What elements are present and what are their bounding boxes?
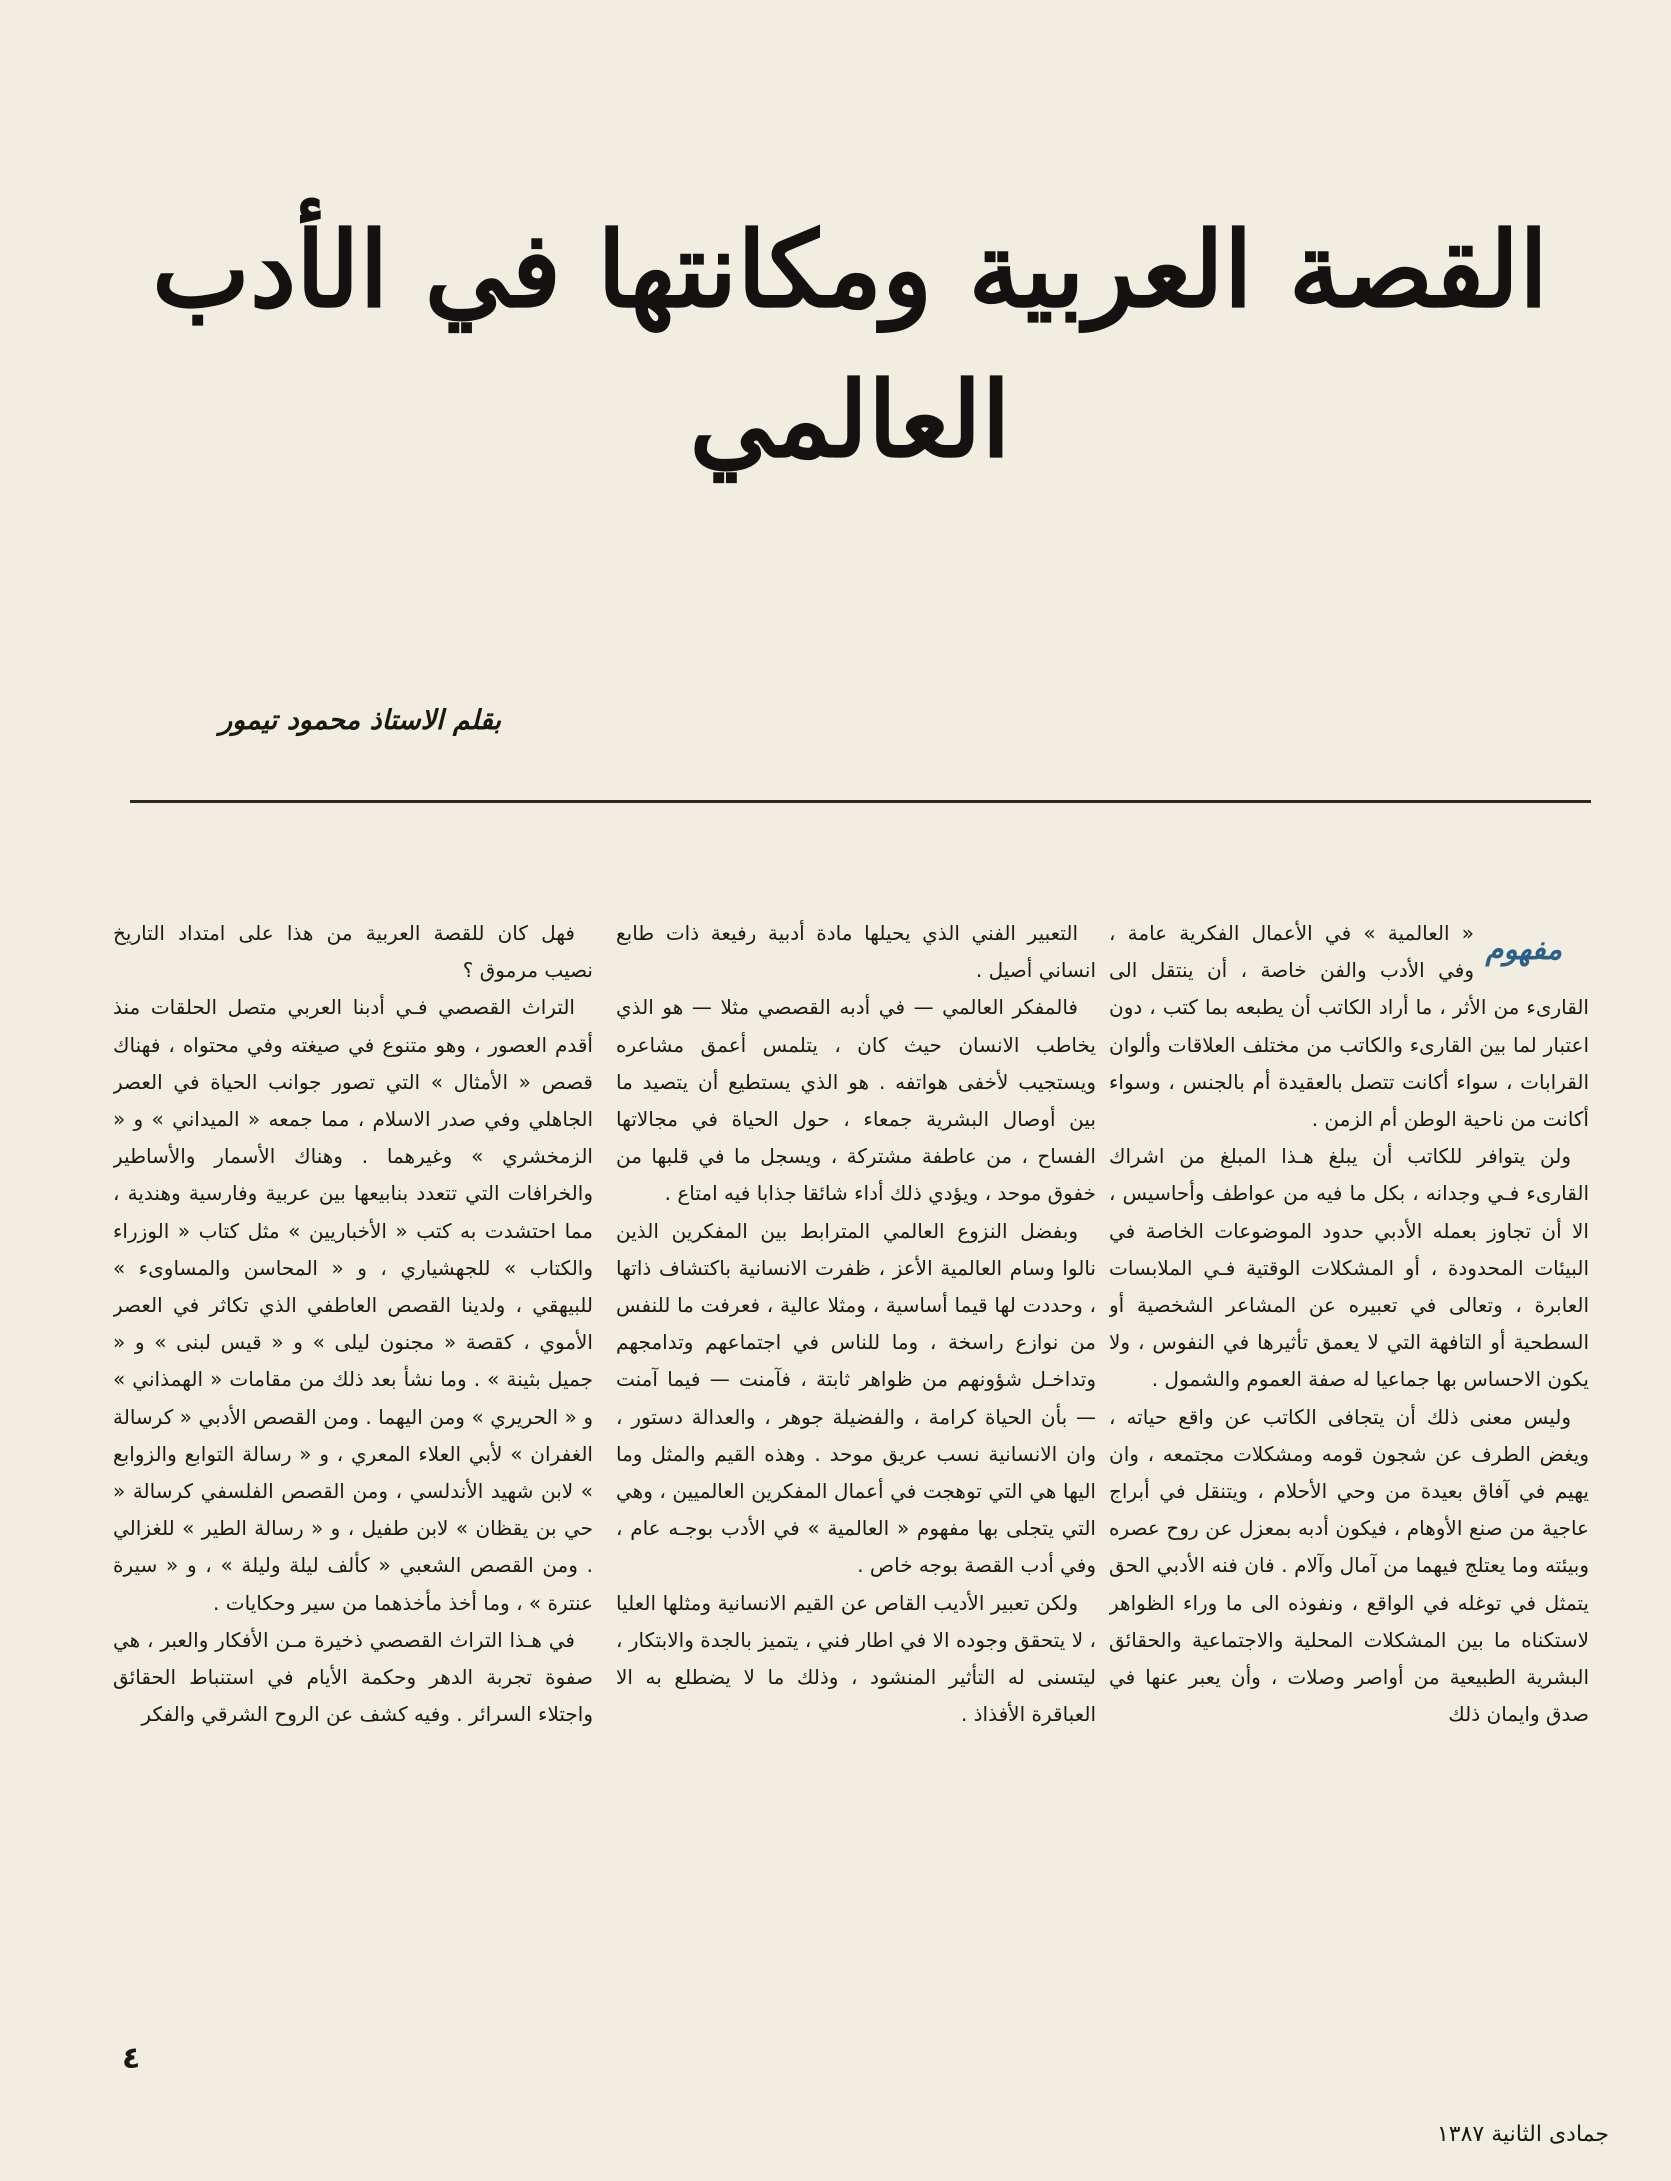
paragraph: التعبير الفني الذي يحيلها مادة أدبية رفيعة ذات طابع انساني أصيل . [616,921,1096,983]
author-byline: بقلم الاستاذ محمود تيمور [219,705,501,736]
paragraph: وبفضل النزوع العالمي المترابط بين المفكرين الذين نالوا وسام العالمية الأعز ، ظفرت الانسانية باكتشاف ذاتها ، وحددت لها قيما أساسية ، ومثلا عالية ، فعرفت ما للنفس من نوازع راسخة ، وما للناس في اجتماعهم وتدامجهم وتداخـل شؤونهم من ظواهر ثابتة ، فآمنت — فيما آمنت — بأن الحياة كرامة ، والفضيلة جوهر ، والعدالة دستور ، وان الانسانية نسب عريق موحد . وهذه القيم والمثل وما اليها هي التي توهجت في أعمال المفكرين العالميين ، وهي التي يتجلى بها مفهوم « العالمية » في الأدب بوجـه عام ، وفي أدب القصة بوجه خاص . [616,1218,1096,1578]
article-title: القصة العربية ومكانتها في الأدب العالمي [151,207,1549,481]
paragraph: ولن يتوافر للكاتب أن يبلغ هـذا المبلغ من اشراك القارىء فـي وجدانه ، بكل ما فيه من عواطف وأحاسيس ، الا أن تجاوز بعمله الأدبي حدود الموضوعات الخاصة في البيئات المحدودة ، أو المشكلات الوقتية فـي الملابسات العابرة ، وتعالى في تعبيره عن المشاعر الشخصية أو السطحية أو التافهة التي لا يعمق تأثيرها في النفوس ، ولا يكون الاحساس بها جماعيا له صفة العموم والشمول . [1109,1144,1589,1392]
paragraph: « العالمية » في الأعمال الفكرية عامة ، وفي الأدب والفن خاصة ، أن ينتقل الى القارىء من الأثر ، ما أراد الكاتب أن يطبعه بما كتب ، دون اعتبار لما بين القارىء والكاتب من مختلف العلاقات وألوان القرابات ، سواء أكانت تتصل بالعقيدة أم بالجنس ، وسواء أكانت من ناحية الوطن أم الزمن . [1109,921,1589,1132]
paragraph: فالمفكر العالمي — في أدبه القصصي مثلا — هو الذي يخاطب الانسان حيث كان ، يتلمس أعمق مشاعره ويستجيب لأخفى هواتفه . هو الذي يستطيع أن يتصيد ما بين أوصال البشرية جمعاء ، حول الحياة في مجالاتها الفساح ، من عاطفة مشتركة ، ويسجل ما في قلبها من خفوق موحد ، ويؤدي ذلك أداء شائقا جذابا فيه امتاع . [616,995,1096,1206]
paragraph: فهل كان للقصة العربية من هذا على امتداد التاريخ نصيب مرموق ؟ [113,921,593,983]
paragraph: التراث القصصي فـي أدبنا العربي متصل الحلقات منذ أقدم العصور ، وهو متنوع في صيغته وفي محتواه ، فهناك قصص « الأمثال » التي تصور جوانب الحياة في العصر الجاهلي وفي صدر الاسلام ، مما جمعه « الميداني » و « الزمخشري » وغيرهما . وهناك الأسمار والأساطير والخرافات التي تتعدد بنابيعها بين عربية وفارسية وهندية ، مما احتشدت به كتب « الأخباريين » مثل كتاب « الوزراء والكتاب » للجهشياري ، و « المحاسن والمساوىء » للبيهقي ، ولدينا القصص العاطفي الذي تكاثر في العصر الأموي ، كقصة « مجنون ليلى » و « قيس لبنى » و « جميل بثينة » . وما نشأ بعد ذلك من مقامات « الهمذاني » و « الحريري » ومن اليهما . ومن القصص الأدبي « كرسالة الغفران » لأبي العلاء المعري ، و « رسالة التوابع والزوابع » لابن شهيد الأندلسي ، ومن القصص الفلسفي كرسالة « حي بن يقظان » لابن طفيل ، و « رسالة الطير » للغزالي . ومن القصص الشعبي « كألف ليلة وليلة » ، و « سيرة عنترة » ، وما أخذ مأخذهما من سير وحكايات . [113,995,593,1615]
text-column-middle [616,915,1096,2055]
page-number: ٤ [122,2041,141,2076]
text-column-left [113,915,593,2055]
paragraph: وليس معنى ذلك أن يتجافى الكاتب عن واقع حياته ، ويغض الطرف عن شجون قومه ومشكلات مجتمعه ، وان يهيم في آفاق بعيدة من وحي الأحلام ، ويتنقل في أبراج عاجية من صنع الأوهام ، فيكون أدبه بمعزل عن روح عصره وبيئته وما يعتلج فيهما من آمال وآلام . فان فنه الأدبي الحق يتمثل في توغله في الواقع ، ونفوذه الى ما وراء الظواهر لاستكناه ما بين المشكلات المحلية والاجتماعية والحقائق البشرية الطبيعية من أواصر وصلات ، وأن يعبر عنها في صدق وايمان ذلك [1109,1404,1589,1727]
issue-date: جمادى الثانية ١٣٨٧ [1436,2122,1609,2147]
section-heading-calligraphy: مفهوم [1485,932,1562,966]
paragraph: ولكن تعبير الأديب القاص عن القيم الانسانية ومثلها العليا ، لا يتحقق وجوده الا في اطار فني ، يتميز بالجدة والابتكار ، ليتسنى له التأثير المنشود ، وذلك ما لا يضطلع به الا العباقرة الأفذاذ . [616,1590,1096,1727]
paragraph: في هـذا التراث القصصي ذخيرة مـن الأفكار والعبر ، هي صفوة تجربة الدهر وحكمة الأيام في استنباط الحقائق واجتلاء السرائر . وفيه كشف عن الروح الشرقي والفكر [113,1627,593,1727]
title-divider [130,800,1591,803]
text-column-right [1109,915,1589,2055]
